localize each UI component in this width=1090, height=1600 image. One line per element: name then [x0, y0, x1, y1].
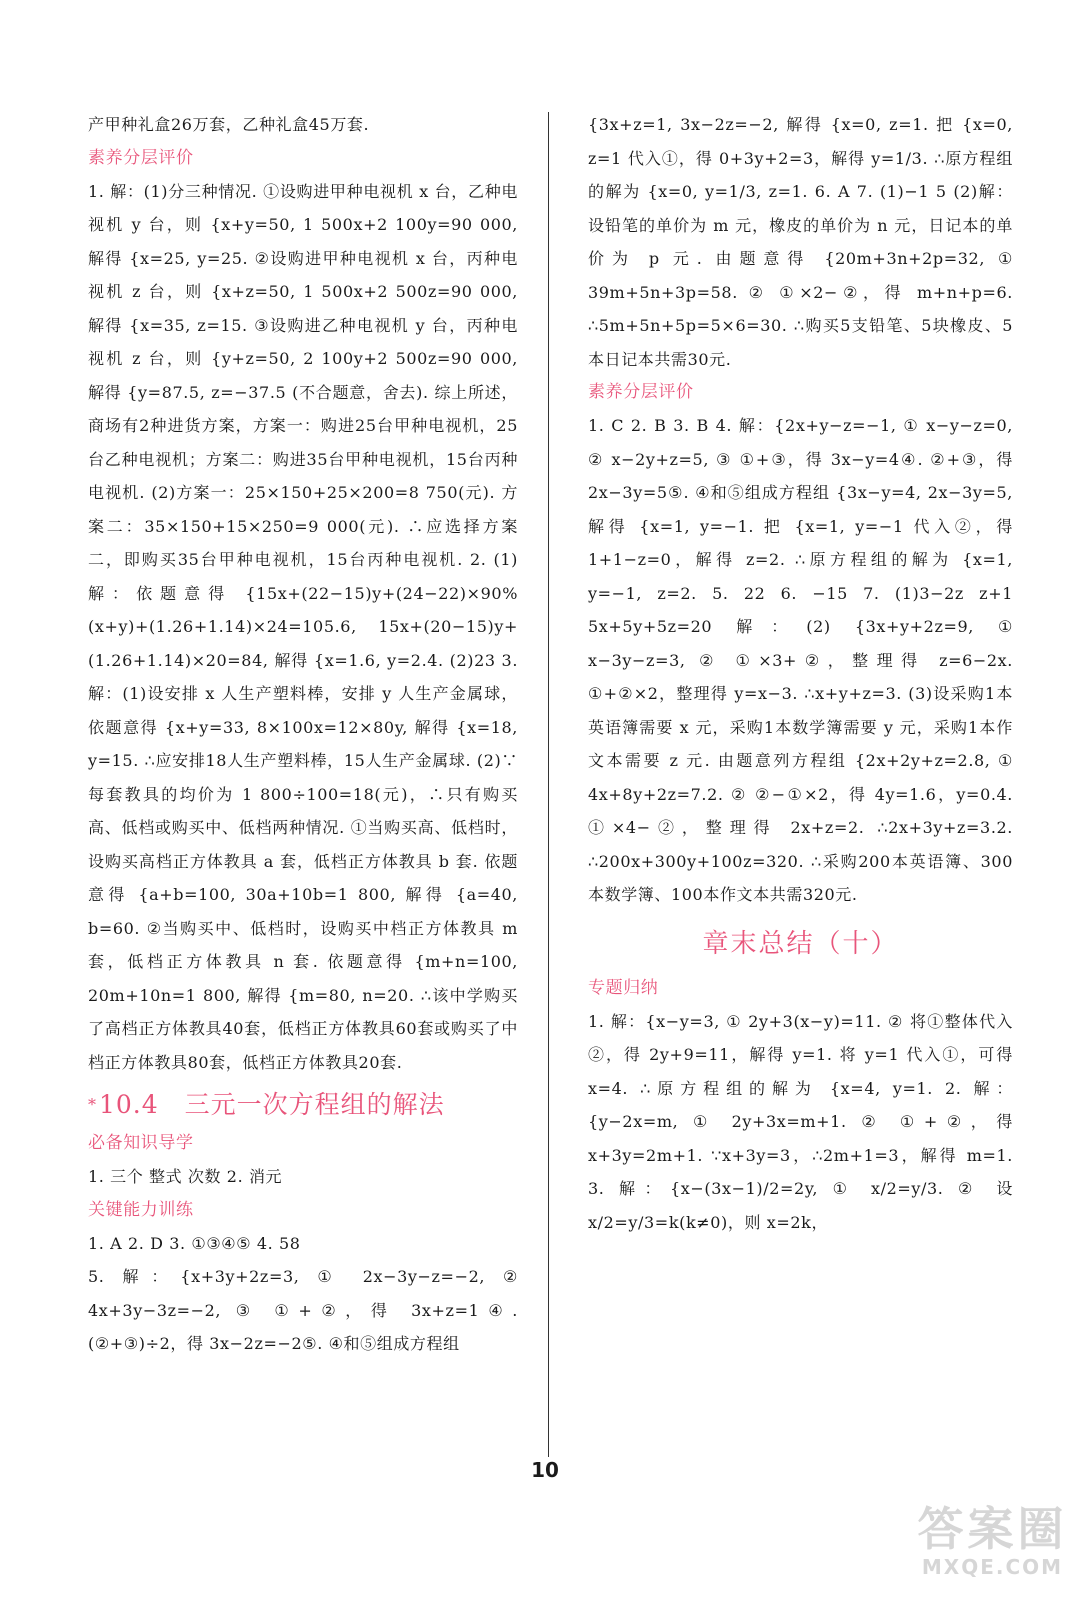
answer-text: 1. A 2. D 3. ①③④⑤ 4. 58 — [88, 1233, 301, 1253]
lesson-title — [88, 1083, 518, 1127]
answer-text: 5. 解：{x+3y+2z=3, ① 2x−3y−z=−2, ② 4x+3y−3z=−2, ③ ①+②，得 3x+z=1④. (②+③)÷2，得 3x−2z=−2⑤. ④和⑤组成方程组 — [88, 1267, 518, 1353]
lesson-number: 10.4 — [99, 1090, 159, 1119]
watermark-url: MXQE.COM — [921, 1555, 1064, 1579]
chapter-title: 章末总结（十） — [702, 928, 899, 959]
lesson-title-text: 三元一次方程组的解法 — [184, 1090, 445, 1119]
watermark-mark: 答案圈 — [917, 1502, 1068, 1556]
section-heading: 必备知识导学 — [88, 1133, 194, 1153]
section-heading: 素养分层评价 — [588, 382, 694, 402]
watermark-logo — [905, 1503, 1080, 1588]
answer-text: 1. 三个 整式 次数 2. 消元 — [88, 1167, 283, 1186]
right-column — [588, 108, 1013, 1239]
left-column — [88, 108, 518, 1361]
answer-text: 1. C 2. B 3. B 4. 解：{2x+y−z=−1, ① x−y−z=0, ② x−2y+z=5, ③ ①+③，得 3x−y=4④. ②+③，得 2x−3y=5⑤. ④和⑤组成方程组 {3x−y=4, 2x−3y=5, 解得 {x=1, y=−1. 把 {x=1, y=−1 代入②，得 1+1−z=0，解得 z=2. ∴原方程组的解为 {x=1, y=−1, z=2. 5. 22 6. −15 7. (1)3−2z z+1 5x+5y+5z=20 解：(2) {3x+y+2z=9, ① x−3y−z=3, ② ①×3+②，整理得 z=6−2x. ①+②×2，整理得 y=x−3. ∴x+y+z=3. (3)设采购1本英语簿需要 x 元，采购1本数学簿需要 y 元，采购1本作文本需要 z 元. 由题意列方程组 {2x+2y+z=2.8, ① 4x+8y+2z=7.2. ② ②−①×2，得 4y=1.6，y=0.4. ①×4−②，整理得 2x+z=2. ∴2x+3y+z=3.2. ∴200x+300y+100z=320. ∴采购200本英语簿、300本数学簿、100本作文本共需320元. — [588, 416, 1013, 904]
optional-mark: * — [88, 1095, 97, 1114]
column-divider — [548, 112, 549, 1457]
answer-text: {3x+z=1, 3x−2z=−2, 解得 {x=0, z=1. 把 {x=0, z=1 代入①，得 0+3y+2=3，解得 y=1/3. ∴原方程组的解为 {x=0, y=1/3, z=1. 6. A 7. (1)−1 5 (2)解：设铅笔的单价为 m 元，橡皮的单价为 n 元，日记本的单价为 p 元. 由题意得 {20m+3n+2p=32, ① 39m+5n+3p=58. ② ①×2−②，得 m+n+p=6. ∴5m+5n+5p=5×6=30. ∴购买5支铅笔、5块橡皮、5本日记本共需30元. — [588, 115, 1013, 369]
section-heading: 专题归纳 — [588, 977, 659, 998]
answer-text: 1. 解：{x−y=3, ① 2y+3(x−y)=11. ② 将①整体代入②，得 2y+9=11，解得 y=1. 将 y=1 代入①，可得 x=4. ∴原方程组的解为 {x=4, y=1. 2. 解：{y−2x=m, ① 2y+3x=m+1. ② ①+②，得 x+3y=2m+1. ∵x+3y=3，∴2m+1=3，解得 m=1. 3. 解：{x−(3x−1)/2=2y, ① x/2=y/3. ② 设 x/2=y/3=k(k≠0)，则 x=2k， — [588, 1011, 1013, 1232]
section-heading: 素养分层评价 — [88, 147, 194, 168]
answer-text: 1. 解：(1)分三种情况. ①设购进甲种电视机 x 台，乙种电视机 y 台，则 {x+y=50, 1 500x+2 100y=90 000, 解得 {x=25, y=25. ②设购进甲种电视机 x 台，丙种电视机 z 台，则 {x+z=50, 1 500x+2 500z=90 000, 解得 {x=35, z=15. ③设购进乙种电视机 y 台，丙种电视机 z 台，则 {y+z=50, 2 100y+2 500z=90 000, 解得 {y=87.5, z=−37.5 (不合题意，舍去). 综上所述，商场有2种进货方案，方案一：购进25台甲种电视机，25台乙种电视机；方案二：购进35台甲种电视机，15台丙种电视机. (2)方案一：25×150+25×200=8 750(元). 方案二：35×150+15×250=9 000(元). ∴应选择方案二，即购买35台甲种电视机，15台丙种电视机. 2. (1)解：依题意得 {15x+(22−15)y+(24−22)×90%(x+y)+(1.26+1.14)×24=105.6, 15x+(20−15)y+(1.26+1.14)×20=84, 解得 {x=1.6, y=2.4. (2)23 3. 解：(1)设安排 x 人生产塑料棒，安排 y 人生产金属球，依题意得 {x+y=33, 8×100x=12×80y, 解得 {x=18, y=15. ∴应安排18人生产塑料棒，15人生产金属球. (2)∵每套教具的均价为 1 800÷100=18(元)，∴只有购买高、低档或购买中、低档两种情况. ①当购买高、低档时，设购买高档正方体教具 a 套，低档正方体教具 b 套. 依题意得 {a+b=100, 30a+10b=1 800, 解得 {a=40, b=60. ②当购买中、低档时，设购买中档正方体教具 m 套，低档正方体教具 n 套. 依题意得 {m+n=100, 20m+10n=1 800, 解得 {m=80, n=20. ∴该中学购买了高档正方体教具40套，低档正方体教具60套或购买了中档正方体教具80套，低档正方体教具20套. — [88, 181, 518, 1072]
page-number: 10 — [531, 1458, 559, 1482]
answer-text: 产甲种礼盒26万套，乙种礼盒45万套. — [88, 115, 370, 134]
section-heading: 关键能力训练 — [88, 1199, 194, 1220]
